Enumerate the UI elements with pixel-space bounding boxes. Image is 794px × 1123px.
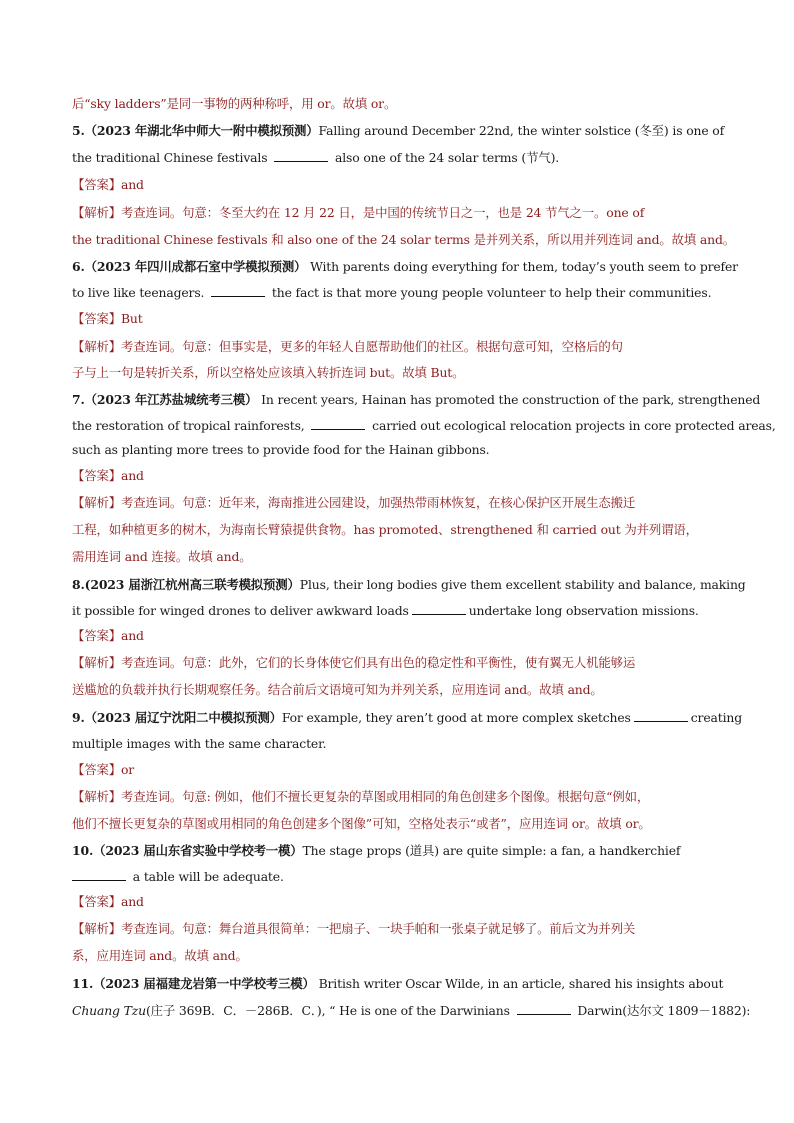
explanation-7-line3: 需用连词 and 连接。故填 and。 [72, 549, 252, 564]
question-5 [72, 122, 725, 140]
explanation-label: 【解析】 [72, 655, 121, 670]
question-number: 8. [72, 577, 85, 592]
explanation-8 [72, 654, 722, 672]
explanation-5-line2: the traditional Chinese festivals 和 also one of the 24 solar terms 是并列关系，所以用并列连词 and。故填 and。 [72, 232, 736, 247]
question-text: With parents doing everything for them, today’s youth seem to prefer [306, 259, 738, 274]
answer-6 [72, 310, 722, 328]
question-text: it possible for winged drones to deliver awkward loads [72, 603, 409, 618]
question-text: The stage props (道具) are quite simple: a fan, a handkerchief [302, 843, 681, 858]
question-source: （2023 届辽宁沈阳二中模拟预测） [84, 710, 282, 725]
explanation-9-line2: 他们不擅长更复杂的草图或用相同的角色创建多个图像”可知，空格处表示“或者”，应用连词 or。故填 or。 [72, 816, 651, 831]
question-text: a table will be adequate. [129, 869, 284, 884]
question-text: Chuang Tzu [72, 1003, 146, 1018]
answer-label: 【答案】 [72, 628, 121, 643]
answer-5 [72, 176, 722, 194]
answer-8 [72, 627, 722, 645]
question-source: （2023 届福建龙岩第一中学校考三模） [93, 976, 315, 991]
question-text: For example, they aren’t good at more complex sketches [281, 710, 631, 725]
explanation-text: 考查连词。句意: 例如，他们不擅长更复杂的草图或用相同的角色创建多个图像。根据句意“例如， [120, 789, 650, 804]
question-11-line2 [72, 1002, 751, 1020]
explanation-6 [72, 338, 722, 356]
question-9 [72, 709, 743, 727]
answer-10 [72, 893, 722, 911]
question-7-line2 [72, 417, 776, 435]
question-8-line2 [72, 602, 722, 620]
explanation-5 [72, 204, 722, 222]
question-source: （2023 届山东省实验中学校考一模） [93, 843, 303, 858]
explanation-7-line2: 工程，如种植更多的树木，为海南长臂猿提供食物。has promoted、strengthened 和 carried out 为并列谓语， [72, 522, 698, 537]
question-text: British writer Oscar Wilde, in an article, shared his insights about [314, 976, 724, 991]
question-7 [72, 391, 761, 409]
answer-blank [517, 1013, 571, 1015]
question-11 [72, 975, 722, 993]
question-number: 9. [72, 710, 85, 725]
question-text: Falling around December 22nd, the winter solstice (冬至) is one of [318, 123, 725, 138]
question-text: the fact is that more young people volunteer to help their communities. [268, 285, 712, 300]
question-number: 7. [72, 392, 85, 407]
explanation-text: 考查连词。句意：舞台道具很简单：一把扇子、一块手帕和一张桌子就足够了。前后文为并列关 [120, 921, 636, 936]
question-8 [72, 576, 746, 594]
answer-blank [634, 720, 688, 722]
answer-value: or [120, 762, 135, 777]
explanation-text: 考查连词。句意：但事实是，更多的年轻人自愿帮助他们的社区。根据句意可知，空格后的句 [120, 339, 623, 354]
explanation-8-line2: 送尴尬的负载并执行长期观察任务。结合前后文语境可知为并列关系，应用连词 and。故填 and。 [72, 682, 603, 697]
explanation-text: 考查连词。句意：近年来，海南推进公园建设，加强热带雨林恢复，在核心保护区开展生态搬迁 [120, 495, 636, 510]
question-text: Darwin(达尔文 1809－1882): [573, 1003, 751, 1018]
explanation-label: 【解析】 [72, 495, 121, 510]
answer-value: and [120, 894, 144, 909]
answer-value: and [120, 628, 144, 643]
explanation-10 [72, 920, 722, 938]
question-text: In recent years, Hainan has promoted the construction of the park, strengthened [257, 392, 761, 407]
explanation-7 [72, 494, 722, 512]
question-text: undertake long observation missions. [468, 603, 699, 618]
answer-value: and [120, 468, 144, 483]
answer-label: 【答案】 [72, 468, 121, 483]
question-source: （2023 年湖北华中师大一附中模拟预测） [84, 123, 319, 138]
answer-7 [72, 467, 722, 485]
question-text: also one of the 24 solar terms (节气). [331, 150, 560, 165]
answer-blank [311, 428, 365, 430]
question-source: （2023 年江苏盐城统考三模） [84, 392, 258, 407]
answer-blank [412, 613, 466, 615]
question-text: to live like teenagers. [72, 285, 209, 300]
question-text: carried out ecological relocation projects in core protected areas, [368, 418, 776, 433]
answer-blank [274, 160, 328, 162]
question-number: 6. [72, 259, 85, 274]
answer-label: 【答案】 [72, 177, 121, 192]
question-source: （2023 年四川成都石室中学模拟预测） [84, 259, 307, 274]
question-text: the traditional Chinese festivals [72, 150, 272, 165]
explanation-9 [72, 788, 722, 806]
question-10 [72, 842, 722, 860]
answer-value: But [120, 311, 143, 326]
question-number: 11. [72, 976, 94, 991]
explanation-label: 【解析】 [72, 339, 121, 354]
question-9-line2: multiple images with the same character. [72, 736, 327, 751]
question-number: 10. [72, 843, 94, 858]
question-number: 5. [72, 123, 85, 138]
question-text: the restoration of tropical rainforests, [72, 418, 309, 433]
question-text: creating [690, 710, 743, 725]
question-text: (庄子 369B．C．－286B．C．), “ He is one of the Darwinians [145, 1003, 514, 1018]
question-text: Plus, their long bodies give them excellent stability and balance, making [299, 577, 746, 592]
explanation-label: 【解析】 [72, 205, 121, 220]
question-10-line2 [72, 868, 722, 886]
answer-blank [72, 879, 126, 881]
answer-9 [72, 761, 722, 779]
explanation-label: 【解析】 [72, 789, 121, 804]
intro-line: 后“sky ladders”是同一事物的两种称呼，用 or。故填 or。 [72, 96, 397, 111]
question-6-line2 [72, 284, 722, 302]
question-5-line2 [72, 149, 722, 167]
question-7-line3: such as planting more trees to provide food for the Hainan gibbons. [72, 442, 490, 457]
question-source: (2023 届浙江杭州高三联考模拟预测） [84, 577, 300, 592]
explanation-text: 考查连词。句意：冬至大约在 12 月 22 日，是中国的传统节日之一，也是 24 节气之一。one of [120, 205, 645, 220]
answer-label: 【答案】 [72, 894, 121, 909]
answer-blank [211, 295, 265, 297]
explanation-text: 考查连词。句意：此外，它们的长身体使它们具有出色的稳定性和平衡性，使有翼无人机能够运 [120, 655, 636, 670]
question-6 [72, 258, 738, 276]
answer-label: 【答案】 [72, 311, 121, 326]
answer-label: 【答案】 [72, 762, 121, 777]
answer-value: and [120, 177, 144, 192]
explanation-10-line2: 系，应用连词 and。故填 and。 [72, 948, 248, 963]
explanation-label: 【解析】 [72, 921, 121, 936]
explanation-6-line2: 子与上一句是转折关系，所以空格处应该填入转折连词 but。故填 But。 [72, 365, 465, 380]
